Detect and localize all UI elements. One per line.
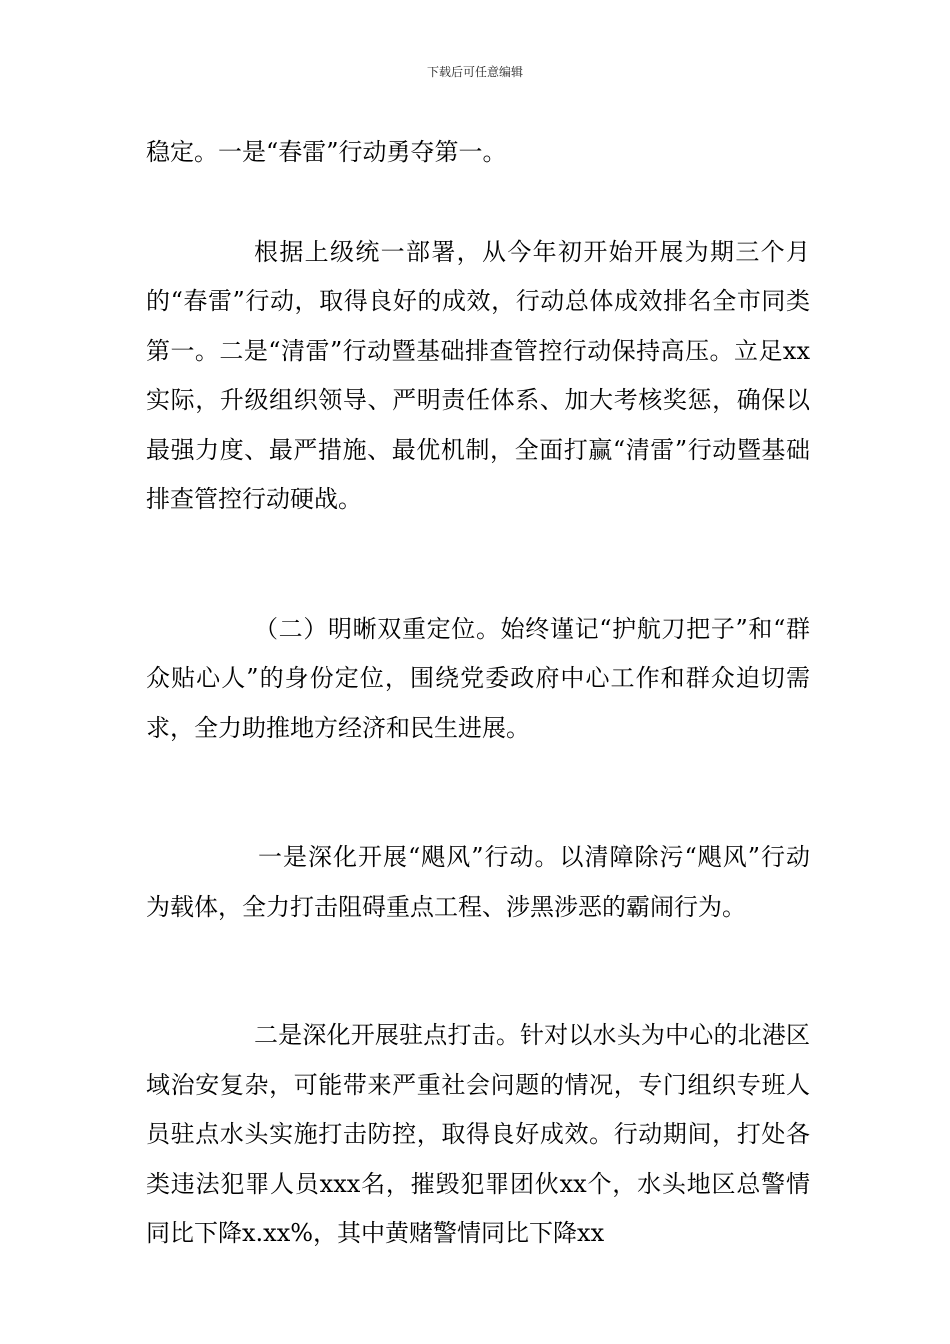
document-body [146, 128, 810, 1259]
paragraph-1: 稳定。一是“春雷”行动勇夺第一。 [146, 138, 507, 166]
paragraph-spacer [146, 932, 810, 1011]
paragraph-5: 二是深化开展驻点打击。针对以水头为中心的北港区域治安复杂，可能带来严重社会问题的情况，专门组织专班人员驻点水头实施打击防控，取得良好成效。行动期间，打处各类违法犯罪人员xxx名，摧毁犯罪团伙xx个，水头地区总警情同比下降x.xx%，其中黄赌警情同比下降xx [146, 1021, 810, 1247]
page-header-note: 下载后可任意编辑 [426, 65, 523, 79]
paragraph-spacer [146, 753, 810, 833]
paragraph-4: 一是深化开展“飓风”行动。以清障除污“飓风”行动为载体，全力打击阻碍重点工程、涉黑涉恶的霸闹行为。 [146, 843, 810, 921]
paragraph-spacer [146, 178, 810, 228]
paragraph-2: 根据上级统一部署，从今年初开始开展为期三个月的“春雷”行动，取得良好的成效，行动总体成效排名全市同类第一。二是“清雷”行动暨基础排查管控行动保持高压。立足xx实际，升级组织领导、严明责任体系、加大考核奖惩，确保以最强力度、最严措施、最优机制，全面打赢“清雷”行动暨基础排查管控行动硬战。 [146, 237, 810, 513]
paragraph-3: （二）明晰双重定位。始终谨记“护航刀把子”和“群众贴心人”的身份定位，围绕党委政府中心工作和群众迫切需求，全力助推地方经济和民生进展。 [146, 614, 810, 742]
paragraph-spacer [146, 525, 810, 605]
